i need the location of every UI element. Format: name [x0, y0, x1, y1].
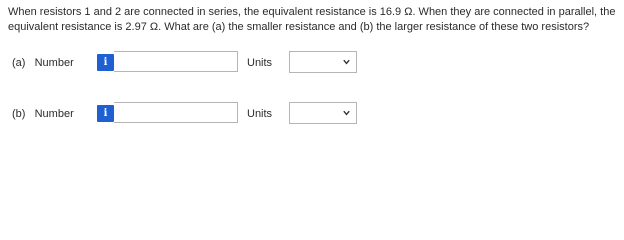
units-select-b[interactable]: [289, 102, 357, 124]
units-label-b: Units: [247, 108, 273, 120]
answer-row-a: [8, 50, 608, 76]
question-text: When resistors 1 and 2 are connected in series, the equivalent resistance is 16.9 Ω. When they are connected in parallel, the equivalent resistance is 2.97 Ω. What are (a) the smaller resistance and (b) the larger resistance of these two resistors?: [8, 6, 616, 33]
chevron-down-icon: [343, 59, 350, 65]
info-icon[interactable]: i: [97, 105, 114, 122]
part-b-label: (b) Number: [12, 108, 74, 120]
answer-row-b: [8, 101, 608, 127]
info-icon[interactable]: i: [97, 54, 114, 71]
units-select-a[interactable]: [289, 51, 357, 73]
units-label-a: Units: [247, 57, 273, 69]
part-a-label: (a) Number: [12, 57, 74, 69]
chevron-down-icon: [343, 110, 350, 116]
number-input-b[interactable]: [114, 102, 238, 123]
number-input-a[interactable]: [114, 51, 238, 72]
